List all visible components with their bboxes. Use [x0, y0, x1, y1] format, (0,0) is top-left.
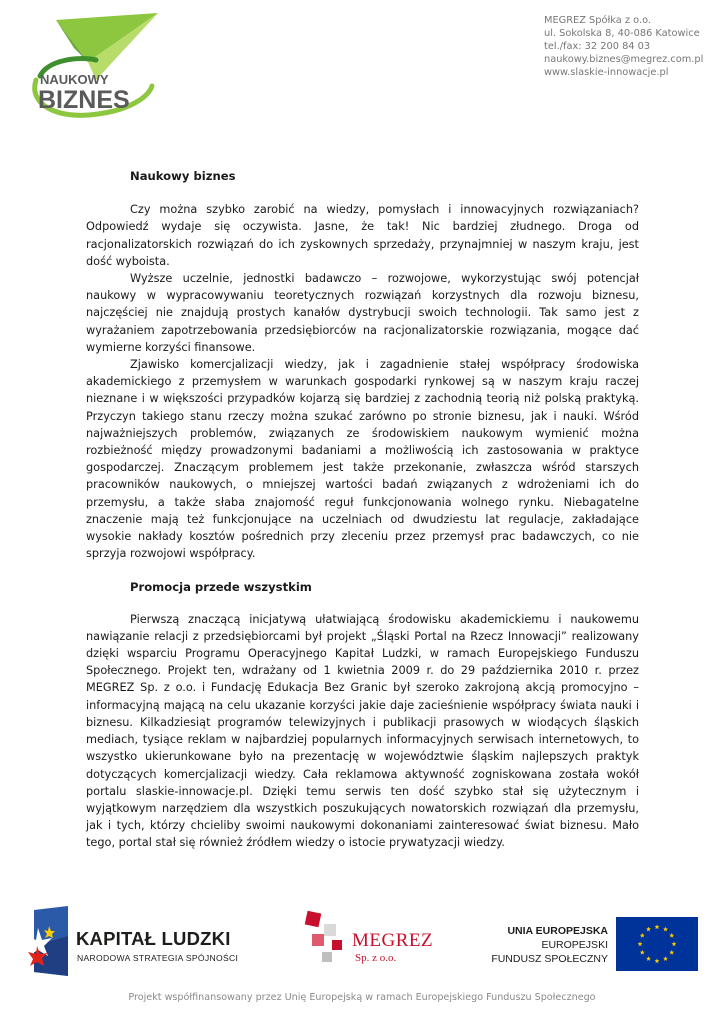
article [86, 168, 639, 852]
contact-block [544, 14, 720, 79]
cofinance-note: Projekt współfinansowany przez Unię Europejską w ramach Europejskiego Funduszu Społecznego [128, 992, 596, 1003]
paragraph: Wyższe uczelnie, jednostki badawczo – rozwojowe, wykorzystując swój potencjał naukowy w wypracowywaniu teoretycznych rozwiązań korzystnych dla rozwoju biznesu, najczęściej nie znajdują prostych kanałów dystrybucji swoich technologii. Tak samo jest z wyrażaniem zapotrzebowania przedsiębiorców na racjonalizatorskie rozwiązania, mogące dać wymierne korzyści finansowe. [86, 272, 639, 354]
logo-text-biznes: BIZNES [38, 86, 130, 114]
eu-text-block [491, 924, 608, 966]
company-website-link[interactable]: www.slaskie-innowacje.pl [544, 67, 669, 78]
megrez-subtitle: Sp. z o.o. [355, 952, 397, 964]
heading-naukowy-biznes: Naukowy biznes [130, 169, 236, 183]
eu-line-2: EUROPEJSKI [541, 939, 608, 951]
kapital-ludzki-title: KAPITAŁ LUDZKI [76, 928, 231, 949]
naukowy-biznes-logo [18, 10, 166, 122]
kapital-ludzki-logo-icon [24, 906, 70, 976]
heading-promocja: Promocja przede wszystkim [130, 580, 312, 595]
paragraph: Zjawisko komercjalizacji wiedzy, jak i zagadnienie stałej współpracy środowiska akademickiego z przemysłem w warunkach gospodarki rynkowej są w naszym kraju raczej nieznane i w większości przypadków kojarzą się bardziej z zachodnią teorią niż polską praktyką. Przyczyn takiego stanu rzeczy można szukać zarówno po stronie biznesu, jak i nauki. Wśród najważniejszych problemów, związanych ze środowiskiem naukowym wymienić można rozbieżność między prowadzonymi badaniami a możliwością ich zastosowania w praktyce gospodarczej. Znaczącym problemem jest także przekonanie, zwłaszcza wśród starszych pracowników naukowych, o mniejszej wartości badań związanych z wdrożeniami ich do przemysłu, a także słaba znajomość reguł funkcjonowania wolnego rynku. Niebagatelne znaczenie mają też funkcjonujące na uczelniach od dwudziestu lat regulacje, zakładające wysokie nakłady kosztów pośrednich przy zleceniu przez przemysł prac badawczych, co nie sprzyja rozwojowi współpracy. [86, 358, 639, 561]
eu-flag-icon [616, 917, 698, 971]
kapital-ludzki-subtitle: NARODOWA STRATEGIA SPÓJNOŚCI [77, 953, 239, 963]
company-name: MEGREZ Spółka z o.o. [544, 15, 652, 26]
megrez-name: MEGREZ [352, 930, 434, 951]
paragraph: Czy można szybko zarobić na wiedzy, pomysłach i innowacyjnych rozwiązaniach? Odpowiedź wydaje się oczywista. Jasne, że tak! Nic bardziej złudnego. Droga od racjonalizatorskich rozwiązań do ich zyskownych sprzedaży, przynajmniej w naszym kraju, jest dość wyboista. [86, 203, 639, 268]
company-address: ul. Sokolska 8, 40-086 Katowice [544, 28, 700, 39]
paragraph: Pierwszą znaczącą inicjatywą ułatwiającą środowisku akademickiemu i naukowemu nawiązanie relacji z przedsiębiorcami był projekt „Śląski Portal na Rzecz Innowacji” realizowany dzięki wsparciu Programu Operacyjnego Kapitał Ludzki, w ramach Europejskiego Funduszu Społecznego. Projekt ten, wdrażany od 1 kwietnia 2009 r. do 29 października 2010 r. przez MEGREZ Sp. z o.o. i Fundację Edukacja Bez Granic był szeroko zakrojoną akcją promocyjno – informacyjną mającą na celu ukazanie korzyści jakie daje zacieśnienie współpracy świata nauki i biznesu. Kilkadziesiąt programów telewizyjnych i publikacji prasowych w wiodących śląskich mediach, tysiące reklam w najbardziej popularnych informacyjnych serwisach internetowych, to wszystko ukierunkowane było na prezentację w województwie śląskim najlepszych praktyk dotyczących komercjalizacji wiedzy. Cała reklamowa aktywność zogniskowana została wokół portalu slaskie-innowacje.pl. Dzięki temu serwis ten dość szybko stał się użytecznym i wyjątkowym narzędziem dla wszystkich poszukujących nowatorskich rozwiązań dla przemysłu, jak i tych, którzy chcieliby swoimi naukowymi dokonaniami zainteresować świat biznesu. Mało tego, portal stał się również źródłem wiedzy o istocie prywatyzacji wiedzy. [86, 612, 639, 850]
company-phone: tel./fax: 32 200 84 03 [544, 41, 651, 52]
eu-line-1: UNIA EUROPEJSKA [507, 925, 608, 937]
company-email-link[interactable]: naukowy.biznes@megrez.com.pl [544, 54, 704, 65]
megrez-logo-icon [302, 910, 350, 968]
eu-line-3: FUNDUSZ SPOŁECZNY [491, 953, 608, 965]
logo-text-naukowy: NAUKOWY [40, 72, 109, 87]
